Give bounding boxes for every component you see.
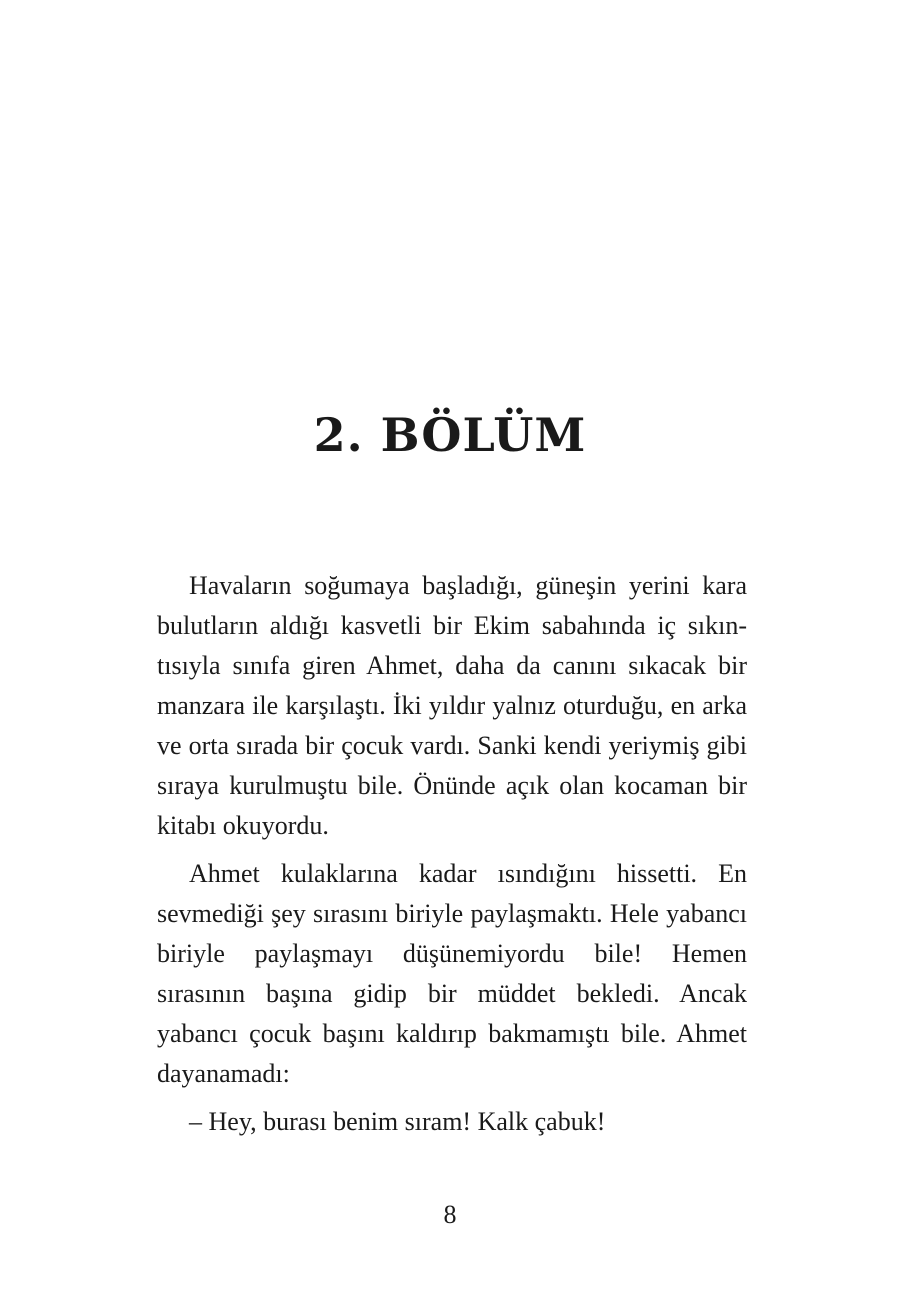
- paragraph-2: Ahmet kulaklarına kadar ısındığını hissetti. En sevmediği şey sırasını biriyle paylaşmaktı. Hele yabancı biriyle paylaşmayı düşünemiyordu bile! Hemen sırasının başına gidip bir müddet bekledi. Ancak yabancı çocuk başını kaldırıp bakmamıştı bile. Ahmet dayanamadı:: [157, 859, 747, 1088]
- dialogue-line: – Hey, burası benim sıram! Kalk çabuk!: [189, 1107, 606, 1136]
- chapter-body: [157, 566, 747, 1150]
- chapter-title: 2. BÖLÜM: [313, 408, 587, 462]
- page-number: 8: [443, 1200, 457, 1229]
- paragraph-1: Havaların soğumaya başladığı, güneşin yerini kara bulutların aldığı kasvetli bir Ekim sabahında iç sıkıntısıyla sınıfa giren Ahmet, daha da canını sıkacak bir manzara ile karşılaştı. İki yıldır yalnız oturduğu, en arka ve orta sırada bir çocuk vardı. Sanki kendi yeriymiş gibi sıraya kurulmuştu bile. Önünde açık olan kocaman bir kitabı okuyordu.: [157, 571, 747, 840]
